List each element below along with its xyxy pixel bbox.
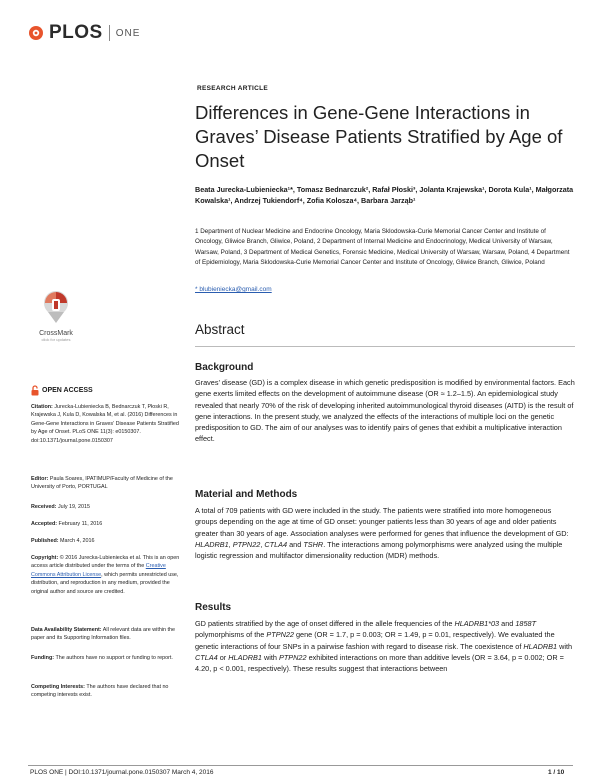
footer-citation: PLOS ONE | DOI:10.1371/journal.pone.0150307 March 4, 2016 (30, 769, 214, 776)
gene-name: HLADRB1*03 (454, 619, 500, 628)
affiliations: 1 Department of Nuclear Medicine and Endocrine Oncology, Maria Sklodowska-Curie Memorial Cancer Center and Institute of Oncology, Gliwice Branch, Gliwice, Poland, 2 Department of Internal Medicine and Endocrinology, Medical University of Warsaw, Warsaw, Poland, 3 Department of Medical Genetics, Forensic Medicine, Medical University of Warsaw, Warsaw, Poland, 4 Department of Epidemiology, Maria Sklodowska-Curie Memorial Cancer Center and Institute of Oncology, Gliwice Branch, Gliwice, Poland (195, 228, 570, 266)
page-number: 1 / 10 (548, 769, 565, 776)
separator: , (260, 539, 265, 549)
crossmark-icon (42, 290, 70, 324)
competing-label: Competing Interests: (31, 684, 85, 690)
copyright-text: , which permits unrestricted use, distribution, and reproduction in any medium, provided the original author and source are credited. (31, 571, 179, 595)
journal-logo[interactable] (28, 22, 140, 44)
methods-heading: Material and Methods (195, 489, 298, 500)
author-list: Beata Jurecka-Lubieniecka¹*, Tomasz Bednarczuk², Rafał Płoski³, Jolanta Krajewska¹, Dorota Kula¹, Małgorzata Kowalska¹, Andrzej Tukiendorf⁴, Zofia Kolosza⁴, Barbara Jarząb¹ (195, 185, 574, 205)
editor-text: Paula Soares, IPATIMUP/Faculty of Medicine of the University of Porto, PORTUGAL (31, 476, 173, 491)
gene-ptpn22: PTPN22 (232, 539, 261, 549)
published (31, 537, 183, 545)
accepted (31, 520, 183, 528)
methods-text (195, 505, 575, 561)
citation (31, 403, 183, 445)
results-seg: GD patients stratified by the age of onset differed in the allele frequencies of the (195, 619, 455, 628)
plos-logo-icon (28, 25, 44, 41)
gene-ctla4: CTLA4 (264, 539, 288, 549)
data-availability-label: Data Availability Statement: (31, 627, 102, 633)
separator: , (228, 539, 233, 549)
data-availability-text: All relevant data are within the paper and its Supporting Information files. (31, 627, 176, 642)
results-seg: and (499, 619, 516, 628)
gene-name: PTPN22 (278, 652, 307, 662)
funding (31, 654, 183, 662)
competing-text: The authors have declared that no competing interests exist. (31, 684, 169, 699)
citation-text: Jurecka-Lubieniecka B, Bednarczuk T, Płoski R, Krajewska J, Kula D, Kowalska M, et al. (2016) Differences in Gene-Gene Interactions in Graves’ Disease Patients Stratified by Age of Onset. PLoS ONE 11(3): e0150307. doi:10.1371/journal.pone.0150307 (31, 404, 179, 444)
article-type: RESEARCH ARTICLE (197, 85, 269, 92)
results-seg: exhibited interactions on more than additive levels (OR = 3.64, p = 0.002; OR = 4.20, p < 0.001, respectively). These results suggest that interactions between (195, 652, 564, 674)
results-seg: or (217, 652, 229, 662)
crossmark-sub: click for updates (41, 337, 71, 342)
open-access-label: OPEN ACCESS (42, 387, 93, 394)
corresponding-email[interactable]: * blubieniecka@gmail.com (195, 286, 272, 293)
open-lock-icon (31, 385, 39, 396)
separator: and (287, 539, 304, 549)
gene-name: 1858T (515, 619, 537, 628)
received (31, 503, 183, 511)
copyright-text: © 2016 Jurecka-Lubieniecka et al. This is an open access article distributed under the terms of the (31, 555, 180, 570)
crossmark-badge[interactable] (30, 290, 82, 342)
background-text: Graves’ disease (GD) is a complex disease in which genetic predisposition is modified by environmental factors. Each gene exerts limited effects on the development of autoimmune disease (OR ≈ 1.2–1.5). An epidemiological study revealed that nearly 70% of the risk of developing inherited autoimmunological thyroid diseases (AITD) is the result of gene interactions. In the present study, we analyzed the effects of the interactions of multiple loci on the genetic predisposition to GD. The aim of our analyses was to identify pairs of genes that exhibit a multiplicative interaction effect. (195, 378, 575, 444)
journal-name: ONE (115, 27, 141, 39)
gene-name: CTLA4 (195, 652, 218, 662)
published-label: Published: (31, 538, 59, 544)
results-text (195, 618, 575, 674)
crossmark-label: CrossMark (39, 330, 73, 337)
license-link[interactable]: Creative Commons Attribution License (31, 563, 166, 578)
published-date: March 4, 2016 (58, 538, 95, 544)
data-availability (31, 626, 183, 643)
editor-label: Editor: (31, 476, 49, 482)
abstract-divider (195, 346, 575, 347)
abstract-heading: Abstract (195, 322, 245, 337)
accepted-label: Accepted: (31, 521, 58, 527)
editor (31, 475, 183, 492)
received-label: Received: (31, 504, 57, 510)
methods-text-2: . The interactions among polymorphisms were analyzed using the multiple logistic regression and multifactor dimensionality reduction (MDR) methods. (195, 539, 563, 561)
funding-label: Funding: (31, 655, 55, 661)
copyright (31, 554, 183, 596)
results-seg: with (261, 652, 279, 662)
copyright-label: Copyright: (31, 555, 59, 561)
open-access-badge (31, 385, 93, 396)
brand-name: PLOS (49, 22, 103, 43)
gene-tshr: TSHR (303, 539, 324, 549)
footer-divider (28, 765, 573, 766)
accepted-date: February 11, 2016 (57, 521, 103, 527)
gene-name: PTPN22 (266, 630, 294, 640)
gene-name: HLADRB1 (228, 652, 262, 662)
results-seg: with (557, 641, 573, 651)
results-seg: gene (OR = 1.7, p = 0.003; OR = 1.49, p = 0.01, respectively). We evaluated the genetic interactions of four SNPs in a pairwise fashion with regard to disease risk. The coexistence of (195, 630, 555, 651)
gene-name: HLADRB1 (523, 641, 558, 651)
received-date: July 19, 2015 (56, 504, 91, 510)
methods-text-1: A total of 709 patients with GD were included in the study. The patients were stratified into more homogeneous groups depending on the age at time of GD onset: younger patients less than 30 years of age and older patients greater than 30 years of age. Association analyses were performed for genes that influence the development of GD: (195, 506, 569, 538)
logo-divider (109, 25, 110, 41)
background-heading: Background (195, 362, 254, 373)
citation-label: Citation: (31, 404, 53, 410)
article-title: Differences in Gene-Gene Interactions in Graves’ Disease Patients Stratified by Age of Onset (195, 102, 563, 171)
results-seg: polymorphisms of the (195, 630, 267, 640)
gene-hladrb1: HLADRB1 (195, 539, 229, 549)
funding-text: The authors have no support or funding to report. (54, 655, 173, 661)
results-heading: Results (195, 602, 232, 613)
competing-interests (31, 683, 183, 700)
